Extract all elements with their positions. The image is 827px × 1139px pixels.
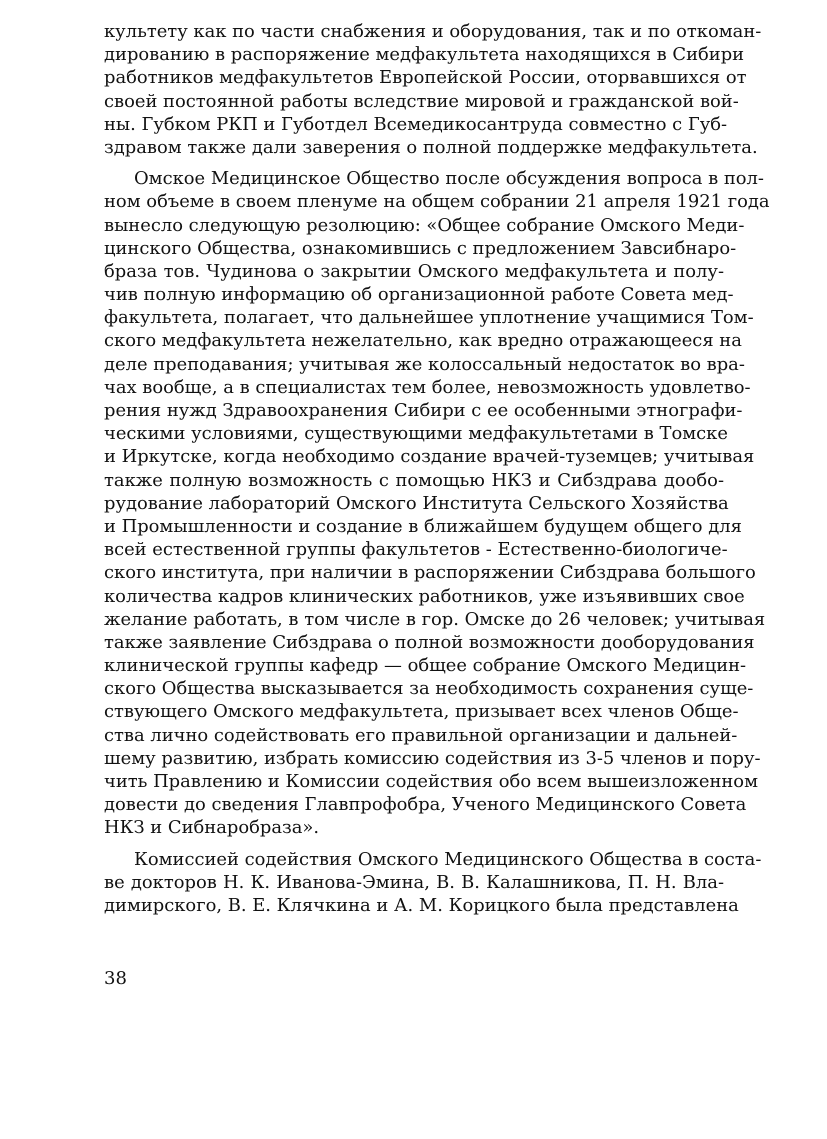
- text-line: чив полную информацию об организационной работе Совета мед-: [104, 284, 734, 306]
- text-line: ства лично содействовать его правильной организации и дальней-: [104, 724, 738, 746]
- text-line: культету как по части снабжения и оборудования, так и по откоман-: [104, 21, 762, 42]
- text-line: факультета, полагает, что дальнейшее уплотнение учащимися Том-: [104, 307, 754, 329]
- paragraph-1: [104, 20, 762, 159]
- text-line: ны. Губком РКП и Губотдел Всемедикосантруда совместно с Губ-: [104, 113, 728, 135]
- text-line: димирского, В. Е. Клячкина и А. М. Корицкого была представлена: [104, 894, 739, 916]
- text-line: рудование лабораторий Омского Института Сельского Хозяйства: [104, 492, 729, 514]
- text-line: чить Правлению и Комиссии содействия обо всем вышеизложенном: [104, 771, 758, 792]
- text-line: Комиссией содействия Омского Медицинского Общества в соста-: [134, 848, 762, 870]
- text-line: довести до сведения Главпрофобра, Ученого Медицинского Совета: [104, 794, 747, 816]
- text-line: желание работать, в том числе в гор. Омске до 26 человек; учитывая: [104, 608, 766, 630]
- text-line: ствующего Омского медфакультета, призывает всех членов Обще-: [104, 701, 739, 723]
- paragraph-gap: [104, 159, 724, 167]
- text-line: рения нужд Здравоохранения Сибири с ее особенными этнографи-: [104, 400, 743, 421]
- text-line: и Иркутске, когда необходимо создание врачей-туземцев; учитывая: [104, 446, 755, 468]
- text-line: работников медфакультетов Европейской России, оторвавшихся от: [104, 67, 747, 89]
- text-line: также заявление Сибздрава о полной возможности дооборудования: [104, 631, 755, 653]
- text-line: всей естественной группы факультетов - Естественно-биологиче-: [104, 539, 728, 561]
- text-line: и Промышленности и создание в ближайшем будущем общего для: [104, 515, 742, 537]
- text-line: Омское Медицинское Общество после обсуждения вопроса в пол-: [134, 168, 764, 190]
- paragraph-gap: [104, 840, 724, 848]
- page-number: 38: [104, 968, 127, 989]
- text-line: чах вообще, а в специалистах тем более, невозможность удовлетво-: [104, 376, 751, 398]
- text-line: ского Общества высказывается за необходимость сохранения суще-: [104, 678, 754, 700]
- text-line: деле преподавания; учитывая же колоссальный недостаток во вра-: [104, 353, 745, 375]
- text-line: шему развитию, избрать комиссию содействия из 3-5 членов и пору-: [104, 747, 761, 769]
- text-line: цинского Общества, ознакомившись с предложением Завсибнаро-: [104, 237, 737, 259]
- text-line: вынесло следующую резолюцию: «Общее собрание Омского Меди-: [104, 214, 745, 236]
- text-line: ческими условиями, существующими медфакультетами в Томске: [104, 423, 728, 445]
- text-line: ве докторов Н. К. Иванова-Эмина, В. В. Калашникова, П. Н. Вла-: [104, 871, 724, 893]
- paragraph-2: [104, 167, 770, 839]
- text-line: дированию в распоряжение медфакультета находящихся в Сибири: [104, 44, 745, 66]
- text-line: ном объеме в своем пленуме на общем собрании 21 апреля 1921 года: [104, 191, 770, 213]
- text-line: своей постоянной работы вследствие мировой и гражданской вой-: [104, 90, 739, 112]
- text-line: ского института, при наличии в распоряжении Сибздрава большого: [104, 562, 756, 584]
- text-line: клинической группы кафедр — общее собрание Омского Медицин-: [104, 655, 747, 677]
- text-line: ского медфакультета нежелательно, как вредно отражающееся на: [104, 330, 742, 352]
- body-text: [104, 20, 770, 917]
- text-line: здравом также дали заверения о полной поддержке медфакультета.: [104, 136, 758, 158]
- paragraph-3: [104, 848, 762, 918]
- text-line: количества кадров клинических работников, уже изъявивших свое: [104, 585, 745, 607]
- text-line: также полную возможность с помощью НКЗ и Сибздрава дообо-: [104, 469, 724, 491]
- text-line: НКЗ и Сибнаробраза».: [104, 817, 320, 839]
- text-line: браза тов. Чудинова о закрытии Омского медфакультета и полу-: [104, 260, 724, 282]
